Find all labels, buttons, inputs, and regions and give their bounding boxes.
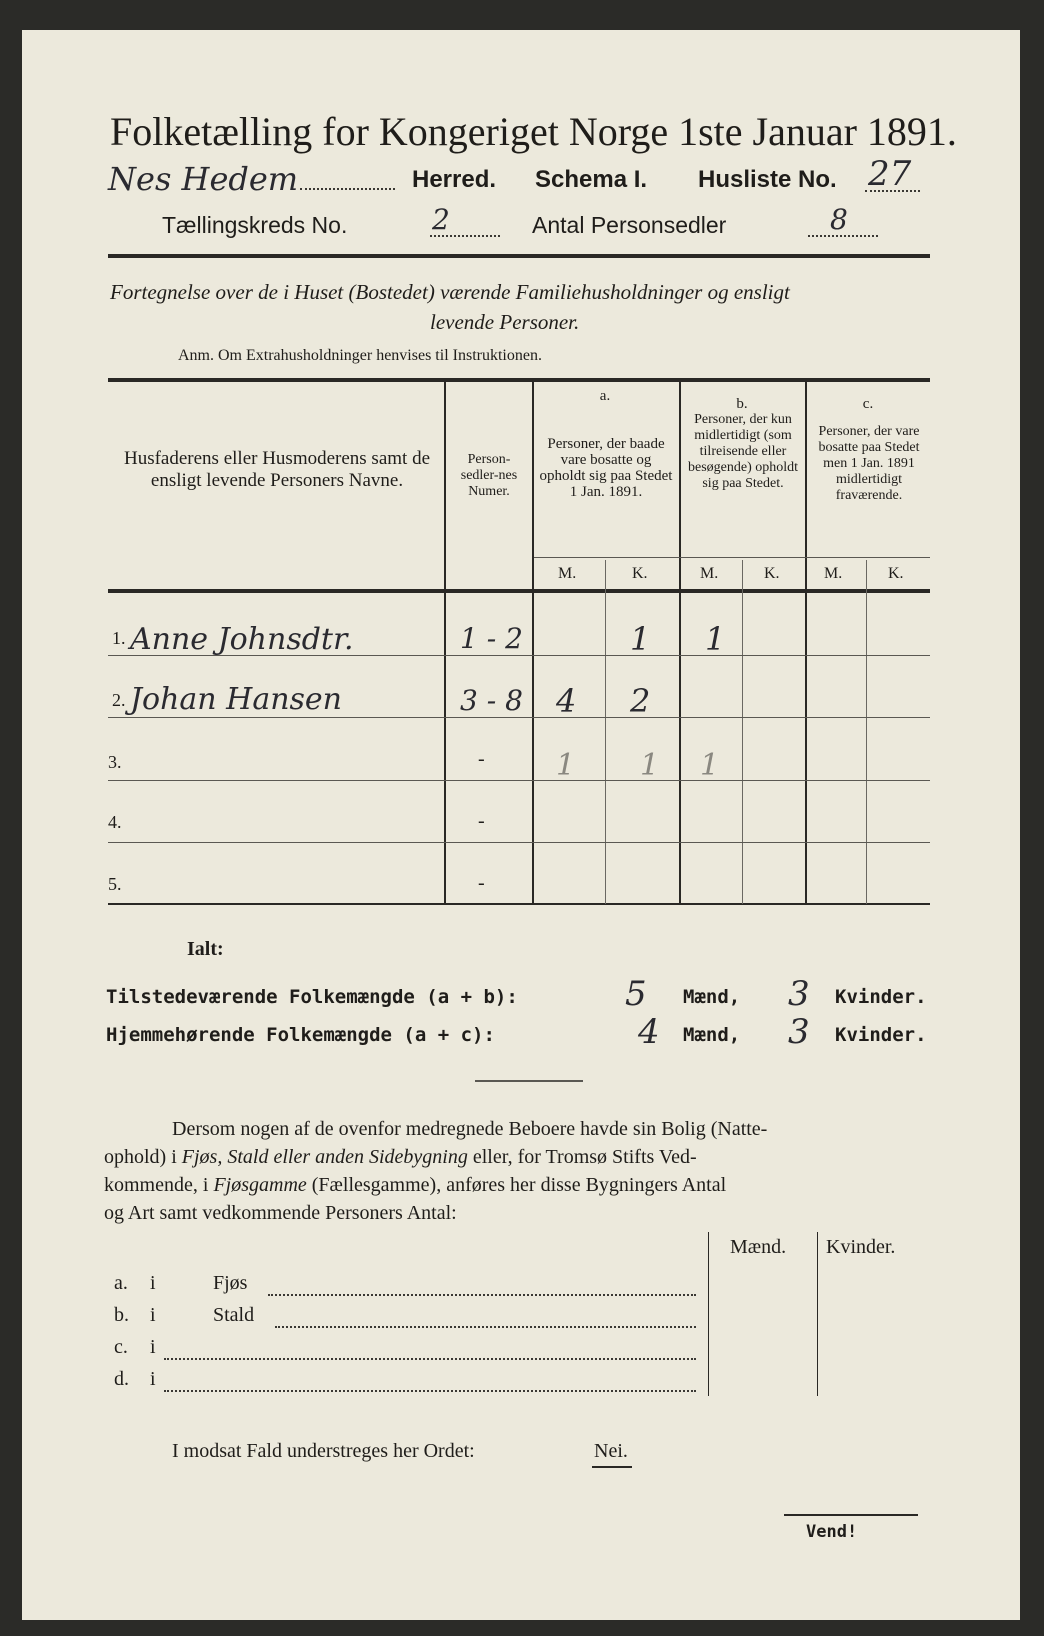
row-b-m: 1 bbox=[705, 620, 726, 658]
sub-header-a-m: M. bbox=[558, 565, 577, 582]
row-sedler-number: - bbox=[478, 872, 485, 894]
bolig-line-4: og Art samt vedkommende Personers Antal: bbox=[104, 1202, 457, 1224]
bolig-item-i: i bbox=[150, 1304, 156, 1326]
tilstede-label: Tilstedeværende Folkemængde (a + b): bbox=[106, 986, 518, 1008]
bolig-line-2 bbox=[104, 1146, 697, 1169]
vend-rule bbox=[784, 1514, 918, 1516]
row-line-2 bbox=[108, 717, 930, 718]
bolig-item-dots bbox=[164, 1390, 696, 1392]
modsat-text: I modsat Fald understreges her Ordet: bbox=[172, 1440, 475, 1462]
col-divider-num bbox=[444, 380, 446, 904]
antal-handwritten: 8 bbox=[830, 203, 848, 236]
husliste-label: Husliste No. bbox=[698, 166, 837, 193]
col-b-letter: b. bbox=[736, 396, 748, 412]
kvinder-label: Kvinder. bbox=[835, 986, 927, 1008]
nei-underline bbox=[592, 1466, 632, 1468]
bolig-divider-right bbox=[817, 1232, 818, 1396]
antal-dots bbox=[808, 235, 878, 237]
tilstede-maend-handwritten: 5 bbox=[625, 974, 647, 1014]
bolig-divider-left bbox=[708, 1232, 709, 1396]
sub-header-c-k: K. bbox=[888, 565, 904, 582]
bolig-line-2c: eller, for Tromsø Stifts Ved- bbox=[467, 1146, 697, 1168]
bolig-item-letter: c. bbox=[114, 1336, 128, 1358]
col-header-a: Personer, der baade vare bosatte og opholdt sig paa Stedet 1 Jan. 1891. bbox=[539, 436, 673, 500]
col-c-letter: c. bbox=[862, 396, 874, 412]
sub-header-b-k: K. bbox=[764, 565, 780, 582]
row-line-3 bbox=[108, 780, 930, 781]
intro-line-1: Fortegnelse over de i Huset (Bostedet) værende Familiehusholdninger og ensligt bbox=[110, 280, 790, 304]
bolig-line-1: Dersom nogen af de ovenfor medregnede Beboere havde sin Bolig (Natte- bbox=[172, 1118, 768, 1140]
section-divider bbox=[475, 1080, 583, 1082]
sub-header-c-m: M. bbox=[824, 565, 843, 582]
row-number: 4. bbox=[108, 812, 122, 832]
row-a-k: 1 bbox=[630, 620, 651, 658]
bolig-item-i: i bbox=[150, 1368, 156, 1390]
schema-label: Schema I. bbox=[535, 166, 648, 193]
kreds-number-handwritten: 2 bbox=[432, 203, 450, 236]
bolig-line-3b: Fjøsgamme bbox=[213, 1174, 307, 1196]
bolig-line-2b: Fjøs, Stald eller anden Sidebygning bbox=[181, 1146, 468, 1168]
col-header-c: Personer, der vare bosatte paa Stedet men 1 Jan. 1891 midlertidigt fraværende. bbox=[818, 424, 920, 503]
bolig-item-label: Stald bbox=[213, 1304, 255, 1326]
form-title: Folketælling for Kongeriget Norge 1ste Januar 1891. bbox=[110, 109, 957, 154]
row-name-handwritten: Johan Hansen bbox=[130, 682, 342, 717]
row-number: 1. bbox=[112, 628, 126, 648]
antal-label: Antal Personsedler bbox=[532, 212, 727, 238]
row-a-k-pencil: 1 bbox=[640, 748, 660, 783]
sub-header-a-k: K. bbox=[632, 565, 648, 582]
header-rule bbox=[108, 254, 930, 258]
husliste-number-handwritten: 27 bbox=[868, 154, 912, 194]
bolig-line-2a: ophold) i bbox=[104, 1146, 182, 1168]
kreds-label: Tællingskreds No. bbox=[162, 212, 348, 238]
municipality-handwritten: Nes Hedem bbox=[108, 160, 299, 198]
row-sedler-number: - bbox=[478, 748, 485, 770]
bolig-line-3 bbox=[104, 1174, 726, 1197]
bolig-item-i: i bbox=[150, 1272, 156, 1294]
bolig-line-3a: kommende, i bbox=[104, 1174, 214, 1196]
bolig-item-dots bbox=[164, 1358, 696, 1360]
bolig-item-letter: a. bbox=[114, 1272, 128, 1294]
sub-divider-c bbox=[866, 560, 867, 904]
maend-label: Mænd, bbox=[683, 1024, 741, 1046]
vend-label: Vend! bbox=[806, 1522, 858, 1542]
ialt-label: Ialt: bbox=[187, 938, 224, 960]
anm-note: Anm. Om Extrahusholdninger henvises til Instruktionen. bbox=[178, 347, 542, 364]
row-sedler-number: 1 - 2 bbox=[460, 622, 523, 655]
husliste-dots bbox=[865, 190, 920, 192]
row-sedler-number: 3 - 8 bbox=[460, 684, 523, 717]
bolig-item-label: Fjøs bbox=[213, 1272, 248, 1294]
bolig-line-3c: (Fællesgamme), anføres her disse Bygningers Antal bbox=[306, 1174, 727, 1196]
row-line-4 bbox=[108, 842, 930, 843]
tilstede-kvinder-handwritten: 3 bbox=[788, 974, 810, 1014]
row-sedler-number: - bbox=[478, 810, 485, 832]
hjemme-label: Hjemmehørende Folkemængde (a + c): bbox=[106, 1024, 495, 1046]
bolig-item-dots bbox=[275, 1326, 696, 1328]
row-a-k: 2 bbox=[630, 682, 651, 720]
row-a-m: 4 bbox=[556, 682, 577, 720]
row-b-m-pencil: 1 bbox=[700, 748, 720, 783]
herred-label: Herred. bbox=[412, 166, 497, 193]
row-number: 2. bbox=[112, 690, 126, 710]
sub-header-rule bbox=[534, 557, 930, 558]
col-header-b: Personer, der kun midlertidigt (som tilreisende eller besøgende) opholdt sig paa Stedet. bbox=[687, 412, 799, 491]
intro-line-2: levende Personer. bbox=[430, 310, 580, 334]
kvinder-label: Kvinder. bbox=[835, 1024, 927, 1046]
municipality-dots bbox=[300, 188, 395, 190]
col-header-name: Husfaderens eller Husmoderens samt de ensligt levende Personers Navne. bbox=[123, 448, 430, 491]
bolig-item-i: i bbox=[150, 1336, 156, 1358]
hjemme-kvinder-handwritten: 3 bbox=[788, 1012, 810, 1052]
bolig-col-kvinder: Kvinder. bbox=[826, 1236, 896, 1258]
census-form-page bbox=[22, 30, 1020, 1620]
bolig-item-letter: d. bbox=[114, 1368, 129, 1390]
sub-divider-a bbox=[605, 560, 606, 904]
sub-header-b-m: M. bbox=[700, 565, 719, 582]
col-a-letter: a. bbox=[599, 388, 611, 404]
kreds-dots bbox=[430, 235, 500, 237]
col-divider-a bbox=[532, 380, 534, 904]
maend-label: Mænd, bbox=[683, 986, 741, 1008]
col-header-num: Person-sedler-nes Numer. bbox=[460, 452, 518, 499]
bolig-item-dots bbox=[268, 1294, 696, 1296]
hjemme-maend-handwritten: 4 bbox=[638, 1012, 660, 1052]
sub-divider-b bbox=[742, 560, 743, 904]
bolig-col-maend: Mænd. bbox=[730, 1236, 787, 1258]
row-a-m-pencil: 1 bbox=[556, 748, 576, 783]
nei-word: Nei. bbox=[594, 1440, 628, 1462]
row-number: 3. bbox=[108, 752, 122, 772]
bolig-item-letter: b. bbox=[114, 1304, 129, 1326]
row-number: 5. bbox=[108, 874, 122, 894]
row-name-handwritten: Anne Johnsdtr. bbox=[130, 622, 354, 657]
